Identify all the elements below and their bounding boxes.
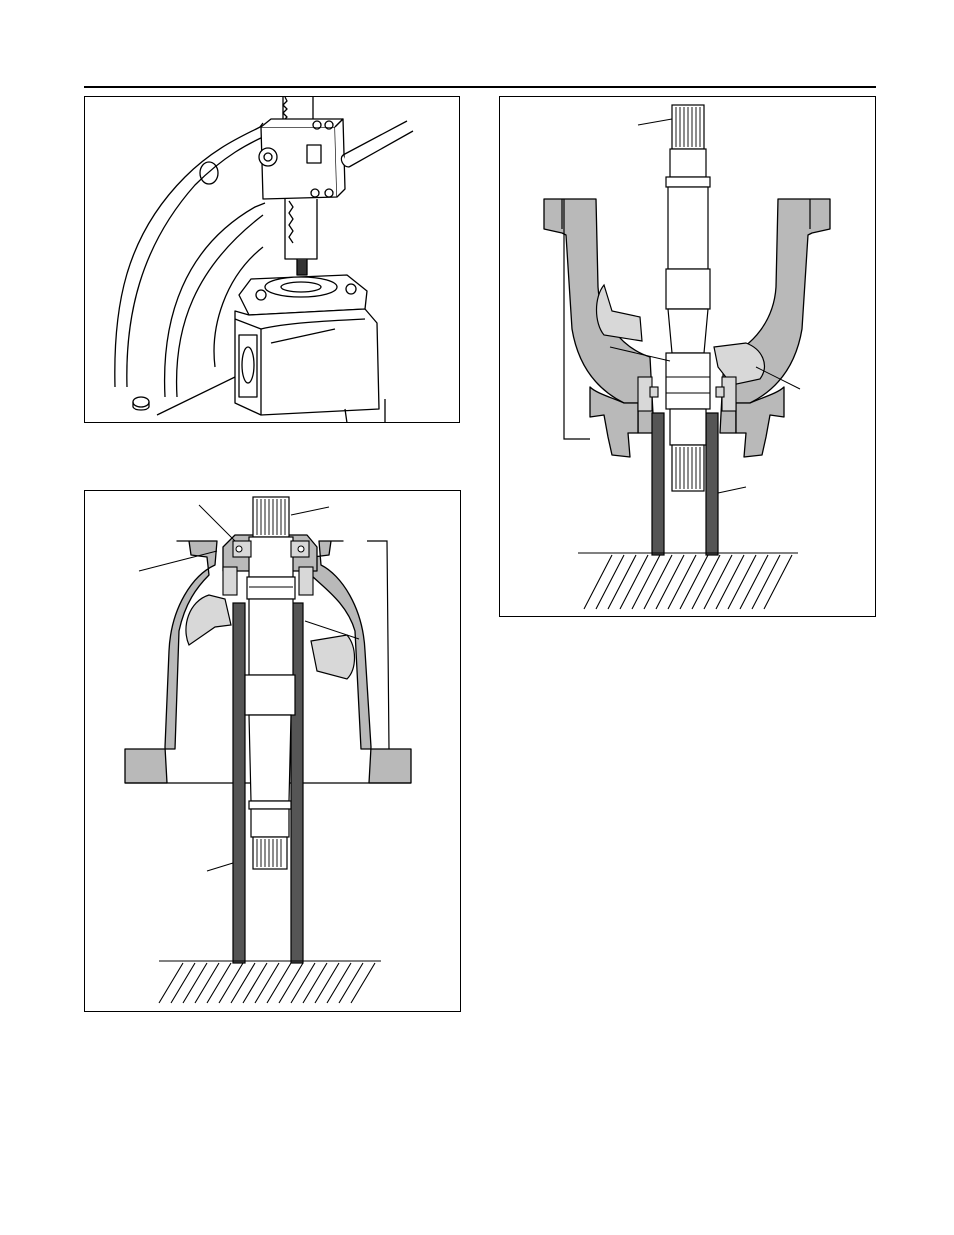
figure-shaft-installation: [84, 490, 461, 1012]
figure-shaft-removal: [499, 96, 876, 617]
header-rule: [84, 86, 876, 88]
arbor-press-drawing: [85, 97, 460, 423]
figure-arbor-press: [84, 96, 460, 423]
shaft-removal-drawing: [500, 97, 876, 617]
shaft-installation-drawing: [85, 491, 461, 1012]
